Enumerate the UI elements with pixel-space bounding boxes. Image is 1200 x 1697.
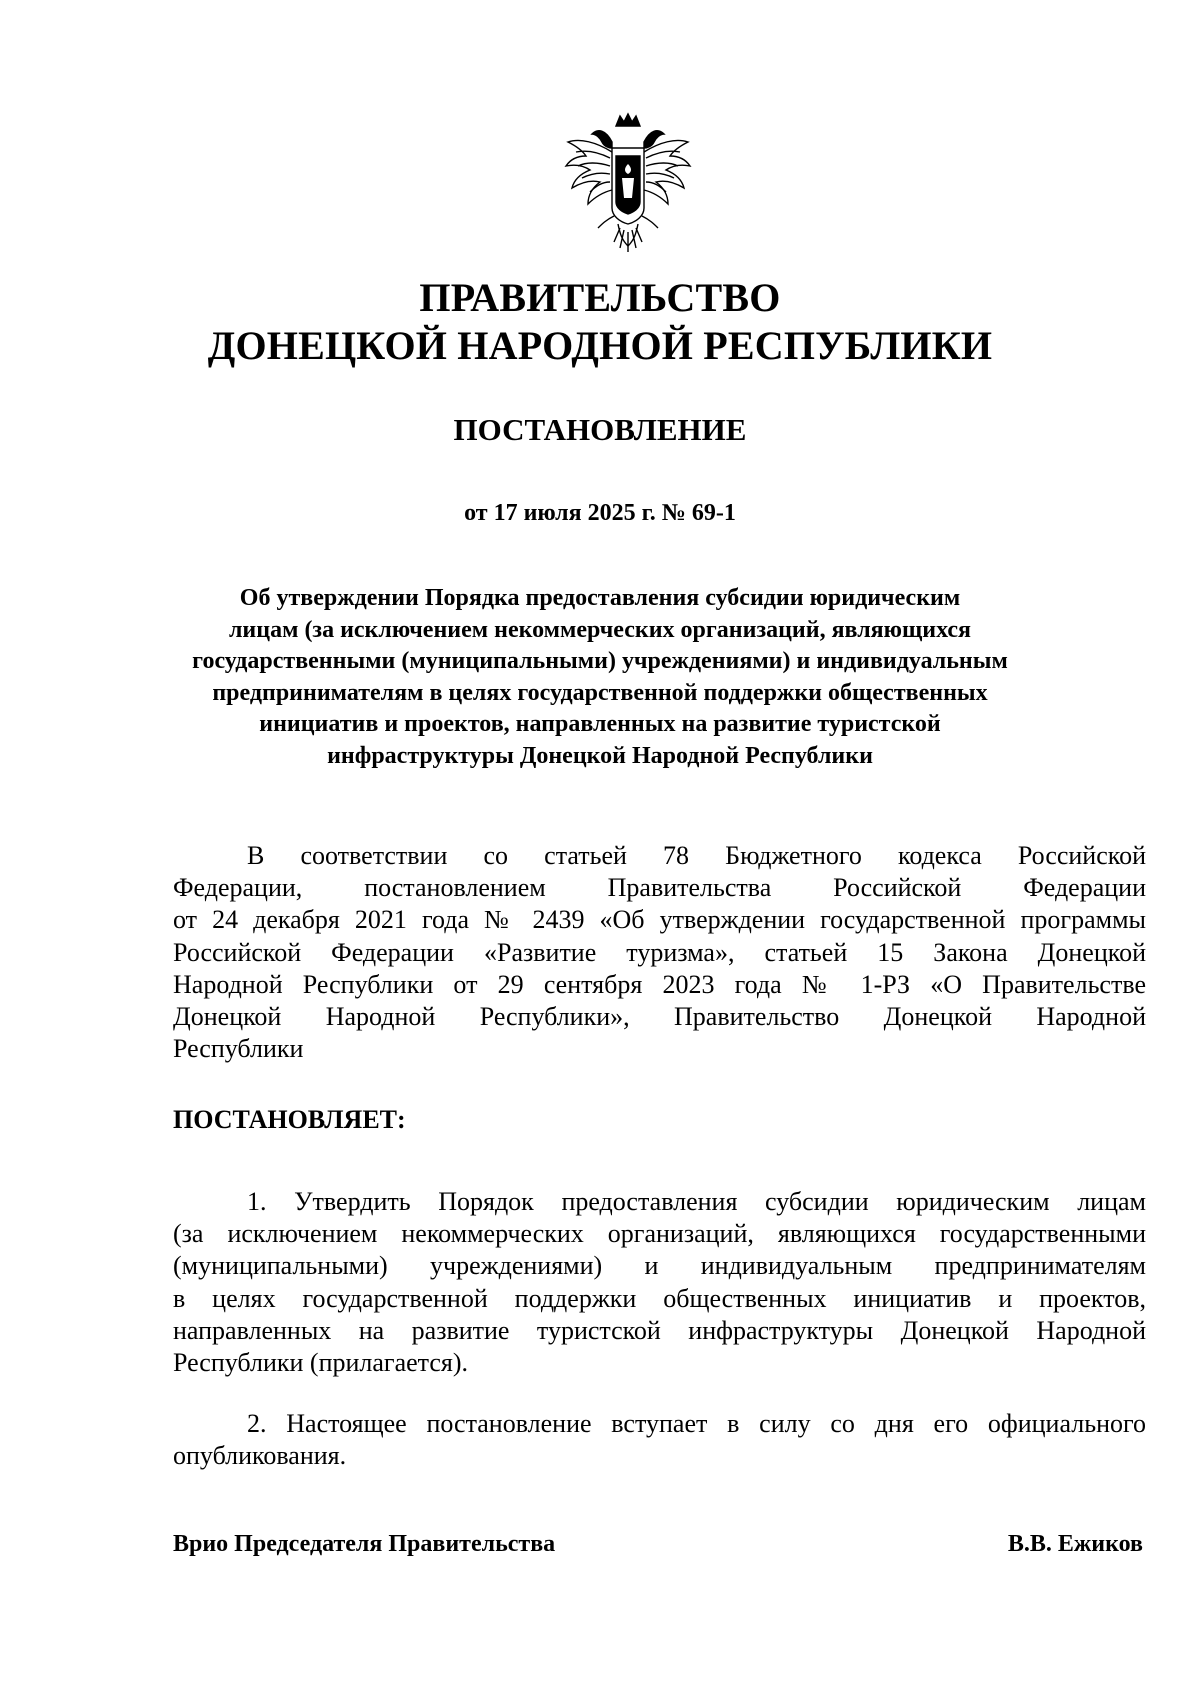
paragraph-line: (за исключением некоммерческих организаций, являющихся государственными xyxy=(173,1219,1146,1249)
subject-line: государственными (муниципальными) учреждениями) и индивидуальным xyxy=(192,648,1008,674)
preamble-paragraph xyxy=(173,840,1146,1065)
paragraph-line: от 24 декабря 2021 года № 2439 «Об утверждении государственной программы xyxy=(173,905,1146,935)
paragraph-line: Республики (прилагается). xyxy=(173,1347,469,1377)
document-type: ПОСТАНОВЛЕНИЕ xyxy=(453,412,747,447)
paragraph-line: Российской Федерации «Развитие туризма», статьей 15 Закона Донецкой xyxy=(173,937,1146,967)
paragraph-line: опубликования. xyxy=(173,1441,347,1471)
paragraph-line: Донецкой Народной Республики», Правительство Донецкой Народной xyxy=(173,1001,1146,1031)
government-title-line-1: ПРАВИТЕЛЬСТВО xyxy=(419,275,781,320)
subject-line: лицам (за исключением некоммерческих организаций, являющихся xyxy=(228,616,972,643)
subject-line: предпринимателям в целях государственной поддержки общественных xyxy=(212,679,988,706)
signatory-name: В.В. Ежиков xyxy=(1007,1531,1143,1557)
signatory-position: Врио Председателя Правительства xyxy=(173,1531,556,1557)
paragraph-line: в целях государственной поддержки общественных инициатив и проектов, xyxy=(173,1283,1146,1313)
subject-line: инфраструктуры Донецкой Народной Республики xyxy=(327,742,873,769)
paragraph-line: Республики xyxy=(173,1034,304,1064)
paragraph-line: направленных на развитие туристской инфраструктуры Донецкой Народной xyxy=(173,1315,1146,1345)
double-headed-eagle-emblem-icon xyxy=(562,112,694,254)
item-1-paragraph xyxy=(173,1186,1146,1379)
document-date-number: от 17 июля 2025 г. № 69-1 xyxy=(464,500,736,526)
subject-line: Об утверждении Порядка предоставления субсидии юридическим xyxy=(239,585,961,611)
paragraph-line: 1. Утвердить Порядок предоставления субсидии юридическим лицам xyxy=(247,1187,1146,1216)
paragraph-line: 2. Настоящее постановление вступает в силу со дня его официального xyxy=(247,1409,1146,1438)
paragraph-line: (муниципальными) учреждениями) и индивидуальным предпринимателям xyxy=(173,1251,1146,1281)
decrees-label: ПОСТАНОВЛЯЕТ: xyxy=(173,1105,406,1134)
paragraph-line: В соответствии со статьей 78 Бюджетного кодекса Российской xyxy=(247,841,1146,870)
government-title-line-2: ДОНЕЦКОЙ НАРОДНОЙ РЕСПУБЛИКИ xyxy=(207,323,993,368)
item-2-paragraph xyxy=(173,1408,1146,1472)
paragraph-line: Федерации, постановлением Правительства Российской Федерации xyxy=(173,873,1146,903)
document-subject xyxy=(150,583,1050,772)
paragraph-line: Народной Республики от 29 сентября 2023 года № 1-РЗ «О Правительстве xyxy=(173,969,1146,999)
subject-line: инициатив и проектов, направленных на развитие туристской xyxy=(259,711,941,737)
